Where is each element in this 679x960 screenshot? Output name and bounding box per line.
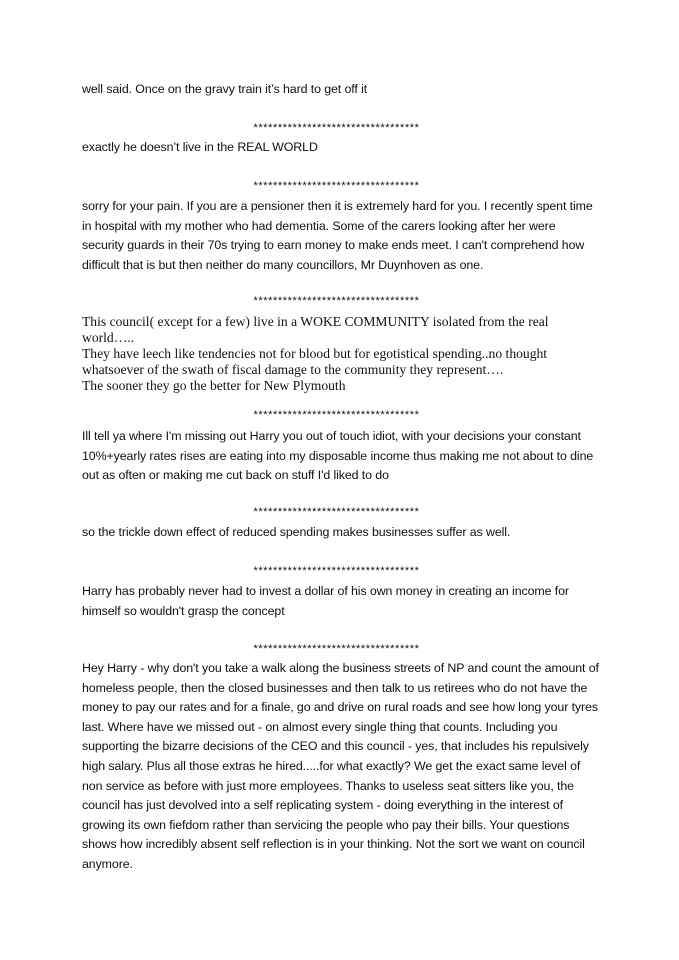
separator-6 bbox=[0, 564, 679, 578]
separator-4 bbox=[0, 408, 679, 422]
separator-text: ********************************** bbox=[253, 295, 420, 307]
separator-text: ********************************** bbox=[253, 506, 420, 518]
comment-5: Ill tell ya where I'm missing out Harry you out of touch idiot, with your decisions your constant 10%+yearly rates rises are eating into my disposable income thus making me not about to dine out as often or making me cut back on stuff I'd liked to do bbox=[82, 429, 594, 483]
separator-text: ********************************** bbox=[253, 565, 420, 577]
separator-text: ********************************** bbox=[253, 643, 420, 655]
comment-4 bbox=[82, 314, 592, 394]
separator-text: ********************************** bbox=[253, 122, 420, 134]
comment-4-line-3: The sooner they go the better for New Plymouth bbox=[82, 378, 346, 393]
separator-text: ********************************** bbox=[253, 409, 420, 421]
comment-8: Hey Harry - why don't you take a walk along the business streets of NP and count the amount of homeless people, then the closed businesses and then talk to us retirees who do not have the money to pay our rates and for a finale, go and drive on rural roads and see how long your tyres last. Where have we missed out - on almost every single thing that counts. Including you supporting the bizarre decisions of the CEO and this council - yes, that includes his repulsively high salary. Plus all those extras he hired.....for what exactly? We get the exact same level of non service as before with just more employees. Thanks to useless seat sitters like you, the council has just devolved into a self replicating system - doing everything in the interest of growing its own fiefdom rather than servicing the people who pay their bills. Your questions shows how incredibly absent self reflection is in your thinking. Not the sort we want on council anymore. bbox=[82, 661, 599, 871]
comment-4-line-1: This council( except for a few) live in a WOKE COMMUNITY isolated from the real world….. bbox=[82, 314, 549, 345]
separator-7 bbox=[0, 642, 679, 656]
comment-3: sorry for your pain. If you are a pensioner then it is extremely hard for you. I recently spent time in hospital with my mother who had dementia. Some of the carers looking after her were security guards in their 70s trying to earn money to make ends meet. I can't comprehend how difficult that is but then neither do many councillors, Mr Duynhoven as one. bbox=[82, 199, 593, 272]
separator-1 bbox=[0, 121, 679, 135]
comment-4-line-2: They have leech like tendencies not for blood but for egotistical spending..no thought whatsoever of the swath of fiscal damage to the community they represent…. bbox=[82, 346, 548, 377]
comment-1: well said. Once on the gravy train it’s hard to get off it bbox=[82, 82, 368, 96]
comment-7: Harry has probably never had to invest a dollar of his own money in creating an income for himself so wouldn't grasp the concept bbox=[82, 584, 569, 618]
separator-3 bbox=[0, 294, 679, 308]
separator-5 bbox=[0, 505, 679, 519]
comment-6: so the trickle down effect of reduced spending makes businesses suffer as well. bbox=[82, 525, 511, 539]
comment-2: exactly he doesn’t live in the REAL WORLD bbox=[82, 140, 318, 154]
separator-2 bbox=[0, 179, 679, 193]
separator-text: ********************************** bbox=[253, 180, 420, 192]
